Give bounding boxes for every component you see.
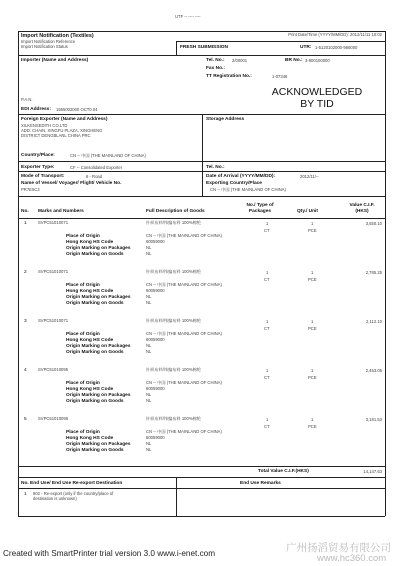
fresh-submission: FRESH SUBMISSION [180, 45, 228, 50]
origin-label: Place of Origin [66, 283, 100, 288]
origin-goods-label: Origin Marking on Goods [66, 448, 124, 453]
item-marks: SVPC51010096 [38, 416, 69, 421]
hs-code-label: Hong Kong HS Code [66, 289, 114, 294]
origin-goods-value: NL [146, 300, 152, 305]
col-packages-line-2: Packages [248, 208, 272, 214]
hs-code-label: Hong Kong HS Code [66, 240, 114, 245]
vessel-label: Name of Vessel/ Voyager/ Flight/ Vehicle No. [21, 181, 122, 186]
reference-label: Import Notification Reference [21, 39, 76, 44]
tt-value: 1-07346 [272, 73, 288, 79]
transport-mode-value: 6 - Road [86, 173, 103, 179]
header-bottom [18, 55, 385, 56]
br-value: 3-900100000 [305, 57, 330, 63]
item-unit: PCE [308, 277, 317, 282]
end-use-row-text-1: 902 - Re-export (only if the country/place of [33, 491, 114, 496]
origin-goods-label: Origin Marking on Goods [66, 252, 124, 257]
transport-bottom [18, 196, 385, 197]
exporter-type-label: Exporter Type: [21, 165, 55, 170]
exporter-line-1: XILKENSEDITH CO.LTD [21, 123, 68, 128]
origin-label: Place of Origin [66, 430, 100, 435]
end-use-header-bottom [18, 488, 385, 489]
origin-value: CN -- 中国 (THE MAINLAND OF CHINA) [146, 282, 222, 287]
item-package-type: CT [264, 375, 270, 380]
item-marks: SVPC51010095 [38, 367, 69, 372]
ack-line-1: ACKNOWLEDGED [271, 86, 363, 98]
document-title: Import Notification (Textiles) [21, 33, 94, 39]
status-label: Import Notification Status [21, 44, 68, 49]
exporting-country-label: Exporting Country/Place [206, 181, 262, 186]
item-packages: 1 [266, 417, 269, 422]
hs-code-label: Hong Kong HS Code [66, 387, 114, 392]
origin-packages-label: Origin Marking on Packages [66, 295, 131, 300]
arrival-value: 2012/11/-- [300, 173, 319, 179]
item-unit: PCE [308, 424, 317, 429]
transport-vdivider [202, 171, 203, 196]
col-packages-line-1: No./ Type of [246, 203, 274, 208]
item-packages: 1 [266, 368, 269, 373]
item-unit: PCE [308, 326, 317, 331]
origin-goods-value: NL [146, 349, 152, 354]
exporter-label: Foreign Exporter (Name and Address) [21, 117, 108, 122]
item-package-type: CT [264, 424, 270, 429]
hs-code-value: 60059000 [146, 386, 165, 391]
importer-note: P.A.N. [21, 97, 33, 102]
total-bottom [18, 477, 385, 478]
end-use-header: No. End Use/ End Use Re-export Destination [21, 481, 123, 486]
origin-packages-label: Origin Marking on Packages [66, 246, 131, 251]
item-marks: SVPC51010071 [38, 269, 69, 274]
item-no: 2 [24, 270, 27, 275]
origin-label: Place of Origin [66, 381, 100, 386]
col-value-line-1: Value C.I.F. [349, 203, 375, 208]
exporting-country-value: CN -- 中国 (THE MAINLAND OF CHINA) [210, 187, 286, 192]
item-package-type: CT [264, 277, 270, 282]
item-description: 针织布料/纬编布料 100%棉纶 [146, 318, 201, 323]
exporter-line-2: ADD: CHAIN, XINGFU PLAZA, XINGHENG [21, 128, 103, 133]
country-value: CN -- 中国 (THE MAINLAND OF CHINA) [70, 152, 146, 158]
importer-tel-value: 2/00001 [232, 57, 248, 63]
item-value: 2,112.10 [366, 319, 382, 324]
origin-packages-value: NL [146, 343, 152, 348]
frame-bottom [18, 516, 385, 517]
total-value: 14,147.63 [363, 468, 382, 474]
item-qty: 1 [311, 221, 314, 226]
item-package-type: CT [264, 326, 270, 331]
tt-label: TT Registration No.: [206, 74, 252, 79]
item-packages: 1 [266, 221, 269, 226]
transport-mode-label: Mode of Transport: [21, 174, 65, 179]
col-packages [236, 203, 284, 214]
vessel-value: PR7E5C3 [21, 187, 40, 192]
item-marks: SVPC51010071 [38, 318, 69, 323]
origin-goods-value: NL [146, 447, 152, 452]
origin-value: CN -- 中国 (THE MAINLAND OF CHINA) [146, 233, 222, 238]
item-value: 3,181.53 [365, 417, 382, 422]
item-unit: PCE [308, 375, 317, 380]
end-use-row-no: 1 [24, 492, 27, 497]
item-no: 3 [24, 319, 27, 324]
exporter-type-value: CF -- Consolidated Exporter [70, 164, 123, 170]
item-value: 2,453.05 [365, 368, 382, 373]
item-qty: 1 [311, 319, 314, 324]
origin-packages-value: NL [146, 245, 152, 250]
item-description: 针织布料/纬编布料 100%棉纶 [146, 220, 201, 225]
exporter-line-3: DISTRICT DENGBLANL CHINA PRC [21, 133, 91, 138]
origin-goods-label: Origin Marking on Goods [66, 350, 124, 355]
watermark-company: 广州扬滔贸易有限公司 [286, 542, 391, 554]
utr-label: UTR: [300, 45, 312, 50]
col-qty-unit: Qty./ Unit [297, 209, 318, 214]
item-qty: 1 [311, 368, 314, 373]
edi-label: EDI Address: [21, 107, 51, 112]
origin-label: Place of Origin [66, 332, 100, 337]
item-no: 4 [24, 368, 27, 373]
end-use-row-text-2: destination is unknown) [33, 496, 77, 501]
frame-right [385, 31, 386, 516]
watermark-site: www.hc360.com [317, 553, 387, 564]
item-description: 针织布料/纬编布料 100%棉纶 [146, 269, 201, 274]
total-label: Total Value C.I.F.(HKS) [258, 469, 309, 474]
origin-goods-label: Origin Marking on Goods [66, 399, 124, 404]
item-value: 2,785.25 [365, 270, 382, 275]
end-use-vdivider [176, 477, 177, 516]
origin-goods-value: NL [146, 398, 152, 403]
item-package-type: CT [264, 228, 270, 233]
header-divider [176, 41, 385, 42]
origin-packages-label: Origin Marking on Packages [66, 442, 131, 447]
footer-trial-note: Created with SmartPrinter trial version 3.0 www.i-enet.com [3, 549, 216, 558]
table-header-bottom [18, 218, 385, 219]
acknowledged-stamp [258, 86, 376, 110]
hs-code-value: 60059000 [146, 239, 165, 244]
item-packages: 1 [266, 270, 269, 275]
item-no: 1 [24, 221, 27, 226]
arrival-label: Date of Arrival (YYYY/MM/DD): [206, 174, 276, 179]
importer-label: Importer (Name and Address) [21, 58, 89, 63]
origin-packages-value: NL [146, 392, 152, 397]
col-description: Full Description of Goods [146, 209, 205, 214]
origin-packages-label: Origin Marking on Packages [66, 344, 131, 349]
origin-value: CN -- 中国 (THE MAINLAND OF CHINA) [146, 429, 222, 434]
frame-left [18, 31, 19, 516]
total-top [18, 466, 385, 467]
edi-value: 1555002000 OCT0.04 [56, 106, 98, 112]
document-id: UTF -- ---- ---- [175, 14, 201, 19]
origin-goods-value: NL [146, 251, 152, 256]
col-marks: Marks and Numbers [38, 209, 84, 214]
hs-code-label: Hong Kong HS Code [66, 436, 114, 441]
col-value-line-2: (HKS) [355, 208, 369, 214]
fax-label: Fax No.: [206, 66, 225, 71]
ack-line-2: BY TID [300, 98, 334, 110]
origin-label: Place of Origin [66, 234, 100, 239]
print-datetime: Print Date/Time (YYYY/MM/DD): 2012/11/11 10:02 [288, 32, 382, 37]
header-vdivider [176, 41, 177, 55]
item-description: 针织布料/纬编布料 100%棉纶 [146, 367, 201, 372]
utr-value: 1-5120102000-966000 [315, 44, 358, 50]
origin-packages-label: Origin Marking on Packages [66, 393, 131, 398]
importer-tel-label: Tel. No.: [206, 58, 225, 63]
exporter-tel-label: Tel. No.: [206, 165, 225, 170]
hs-code-value: 60059000 [146, 435, 165, 440]
item-no: 5 [24, 417, 27, 422]
end-use-remarks-header: End Use Remarks [240, 481, 281, 486]
hs-code-value: 60059000 [146, 288, 165, 293]
col-no: No. [21, 209, 29, 214]
country-label: Country/Place: [21, 153, 55, 158]
item-qty: 1 [311, 417, 314, 422]
item-qty: 1 [311, 270, 314, 275]
hs-code-value: 60059000 [146, 337, 165, 342]
origin-value: CN -- 中国 (THE MAINLAND OF CHINA) [146, 331, 222, 336]
origin-packages-value: NL [146, 441, 152, 446]
country-bottom [18, 161, 385, 162]
storage-label: Storage Address [206, 117, 245, 122]
col-value [342, 203, 382, 214]
item-description: 针织布料/纬编布料 100%棉纶 [146, 416, 201, 421]
hs-code-label: Hong Kong HS Code [66, 338, 114, 343]
origin-goods-label: Origin Marking on Goods [66, 301, 124, 306]
item-value: 3,550.10 [365, 221, 382, 226]
origin-packages-value: NL [146, 294, 152, 299]
item-packages: 1 [266, 319, 269, 324]
item-marks: SVPC51010071 [38, 220, 69, 225]
origin-value: CN -- 中国 (THE MAINLAND OF CHINA) [146, 380, 222, 385]
item-unit: PCE [308, 228, 317, 233]
br-label: BR No.: [285, 58, 303, 63]
